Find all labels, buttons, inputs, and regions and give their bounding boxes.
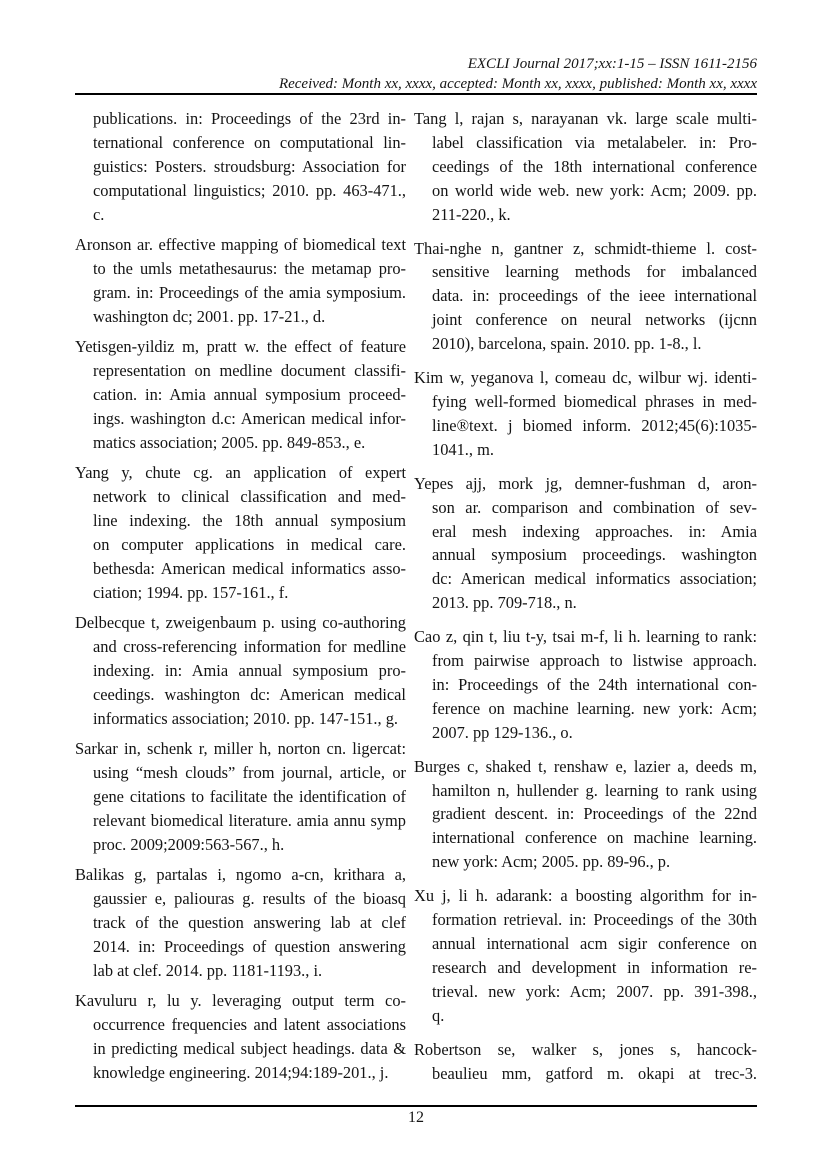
reference-line: guistics: Posters. stroudsburg: Association for — [93, 156, 406, 176]
reference-line: hamilton n, hullender g. learning to rank using — [432, 780, 757, 800]
reference-entry — [75, 461, 406, 604]
reference-entry — [75, 611, 406, 731]
reference-line: publications. in: Proceedings of the 23rd in- — [93, 109, 406, 128]
reference-line: informatics association; 2010. pp. 147-151., g. — [93, 708, 399, 728]
reference-line: ceedings. washington dc: American medical — [93, 684, 406, 704]
reference-line: knowledge engineering. 2014;94:189-201., j. — [93, 1062, 389, 1082]
received-line: Received: Month xx, xxxx, accepted: Month xx, xxxx, published: Month xx, xxxx — [278, 76, 757, 92]
reference-entry — [414, 237, 757, 357]
footer-rule — [75, 1105, 757, 1107]
reference-line: new york: Acm; 2005. pp. 89-96., p. — [432, 852, 671, 872]
reference-line: Burges c, shaked t, renshaw e, lazier a, deeds m, — [414, 756, 757, 776]
reference-line: gram. in: Proceedings of the amia symposium. — [93, 282, 406, 302]
reference-line: Tang l, rajan s, narayanan vk. large scale multi- — [414, 109, 757, 128]
reference-entry — [75, 989, 406, 1085]
reference-line: gaussier e, paliouras g. results of the bioasq — [93, 889, 406, 909]
reference-line: trieval. new york: Acm; 2007. pp. 391-398., — [432, 981, 757, 1001]
references-column-right — [414, 107, 757, 1095]
reference-line: Yepes ajj, mork jg, demner-fushman d, aron- — [414, 473, 757, 493]
reference-line: ference on machine learning. new york: Acm; — [432, 698, 757, 718]
reference-entry — [75, 233, 406, 329]
reference-line: ternational conference on computational lin- — [93, 132, 406, 152]
reference-entry — [75, 335, 406, 455]
reference-line: 211-220., k. — [432, 204, 511, 224]
reference-line: Kavuluru r, lu y. leveraging output term co- — [75, 991, 406, 1011]
reference-line: annual symposium proceedings. washington — [432, 545, 757, 565]
reference-line: Robertson se, walker s, jones s, hancock- — [414, 1039, 757, 1059]
reference-line: indexing. in: Amia annual symposium pro- — [93, 660, 406, 680]
reference-entry — [75, 737, 406, 857]
reference-line: Yetisgen-yildiz m, pratt w. the effect of feature — [75, 337, 406, 357]
reference-line: c. — [93, 204, 105, 224]
reference-line: fying well-formed biomedical phrases in med- — [432, 391, 757, 411]
reference-entry — [75, 863, 406, 983]
reference-entry — [414, 1038, 757, 1086]
reference-line: in predicting medical subject headings. data & — [93, 1039, 406, 1059]
journal-header — [75, 54, 757, 94]
reference-line: 2013. pp. 709-718., n. — [432, 593, 577, 613]
reference-entry — [414, 625, 757, 745]
reference-line: lab at clef. 2014. pp. 1181-1193., i. — [93, 960, 323, 980]
reference-line: Thai-nghe n, gantner z, schmidt-thieme l. cost- — [414, 238, 757, 258]
reference-line: using “mesh clouds” from journal, article, or — [93, 763, 406, 783]
reference-line: 2007. pp 129-136., o. — [432, 722, 573, 742]
reference-entry — [414, 107, 757, 227]
reference-line: ciation; 1994. pp. 157-161., f. — [93, 582, 289, 602]
reference-line: gradient descent. in: Proceedings of the 22nd — [432, 804, 757, 824]
reference-line: data. in: proceedings of the ieee international — [432, 286, 757, 306]
reference-line: gene citations to facilitate the identification of — [93, 786, 406, 806]
reference-line: Xu j, li h. adarank: a boosting algorithm for in- — [414, 886, 757, 906]
reference-line: relevant biomedical literature. amia annu symp — [93, 810, 406, 830]
reference-line: on world wide web. new york: Acm; 2009. pp. — [432, 180, 757, 200]
reference-entry — [414, 366, 757, 462]
page-number: 12 — [408, 1109, 424, 1126]
reference-line: line®text. j biomed inform. 2012;45(6):1035- — [432, 415, 757, 435]
reference-line: 2010), barcelona, spain. 2010. pp. 1-8., l. — [432, 334, 702, 354]
reference-line: annual international acm sigir conference on — [432, 934, 757, 953]
reference-line: Yang y, chute cg. an application of expert — [75, 463, 406, 483]
reference-line: track of the question answering lab at clef — [93, 913, 406, 932]
reference-line: matics association; 2005. pp. 849-853., e. — [93, 432, 366, 452]
header-rule — [75, 93, 757, 95]
reference-line: Balikas g, partalas i, ngomo a-cn, krithara a, — [75, 865, 406, 885]
reference-line: to the umls metathesaurus: the metamap pro- — [93, 258, 406, 278]
reference-line: network to clinical classification and med- — [93, 487, 406, 507]
references-column-left — [75, 107, 406, 1091]
reference-line: on computer applications in medical care. — [93, 534, 406, 554]
reference-line: research and development in information re- — [432, 957, 757, 977]
reference-line: label classification via metalabeler. in: Pro- — [432, 132, 757, 152]
reference-line: representation on medline document classifi- — [93, 361, 406, 381]
reference-line: formation retrieval. in: Proceedings of the 30th — [432, 910, 757, 930]
reference-line: line indexing. the 18th annual symposium — [93, 511, 406, 530]
reference-line: Sarkar in, schenk r, miller h, norton cn. ligercat: — [75, 739, 406, 759]
journal-title-line: EXCLI Journal 2017;xx:1-15 – ISSN 1611-2156 — [467, 56, 757, 72]
reference-line: Aronson ar. effective mapping of biomedical text — [75, 235, 406, 255]
reference-line: international conference on machine learning. — [432, 828, 757, 848]
reference-entry — [414, 472, 757, 615]
reference-line: cation. in: Amia annual symposium proceed- — [93, 384, 406, 404]
reference-line: Kim w, yeganova l, comeau dc, wilbur wj. identi- — [414, 368, 757, 388]
reference-line: 2014. in: Proceedings of question answering — [93, 936, 406, 956]
reference-line: bethesda: American medical informatics asso- — [93, 558, 406, 578]
reference-line: and cross-referencing information for medline — [93, 637, 406, 657]
reference-line: computational linguistics; 2010. pp. 463-471., — [93, 180, 406, 200]
reference-line: from pairwise approach to listwise approach. — [432, 651, 757, 671]
reference-line: proc. 2009;2009:563-567., h. — [93, 834, 285, 854]
reference-entry — [414, 755, 757, 875]
reference-line: occurrence frequencies and latent associations — [93, 1015, 406, 1035]
reference-line: Cao z, qin t, liu t-y, tsai m-f, li h. learning to rank: — [414, 627, 757, 647]
reference-line: eral mesh indexing approaches. in: Amia — [432, 521, 757, 541]
reference-line: ings. washington d.c: American medical infor- — [93, 408, 406, 428]
reference-entry — [75, 107, 406, 227]
reference-line: ceedings of the 18th international conference — [432, 156, 757, 176]
reference-line: joint conference on neural networks (ijcnn — [432, 310, 757, 330]
reference-line: beaulieu mm, gatford m. okapi at trec-3. — [432, 1063, 757, 1083]
reference-entry — [414, 884, 757, 1027]
reference-line: 1041., m. — [432, 439, 494, 459]
reference-line: Delbecque t, zweigenbaum p. using co-authoring — [75, 613, 406, 633]
reference-line: sensitive learning methods for imbalanced — [432, 262, 757, 282]
reference-line: washington dc; 2001. pp. 17-21., d. — [93, 306, 326, 326]
reference-line: son ar. comparison and combination of sev- — [432, 497, 757, 517]
reference-line: q. — [432, 1005, 445, 1025]
reference-line: dc: American medical informatics association; — [432, 569, 757, 589]
reference-line: in: Proceedings of the 24th international con- — [432, 674, 757, 694]
